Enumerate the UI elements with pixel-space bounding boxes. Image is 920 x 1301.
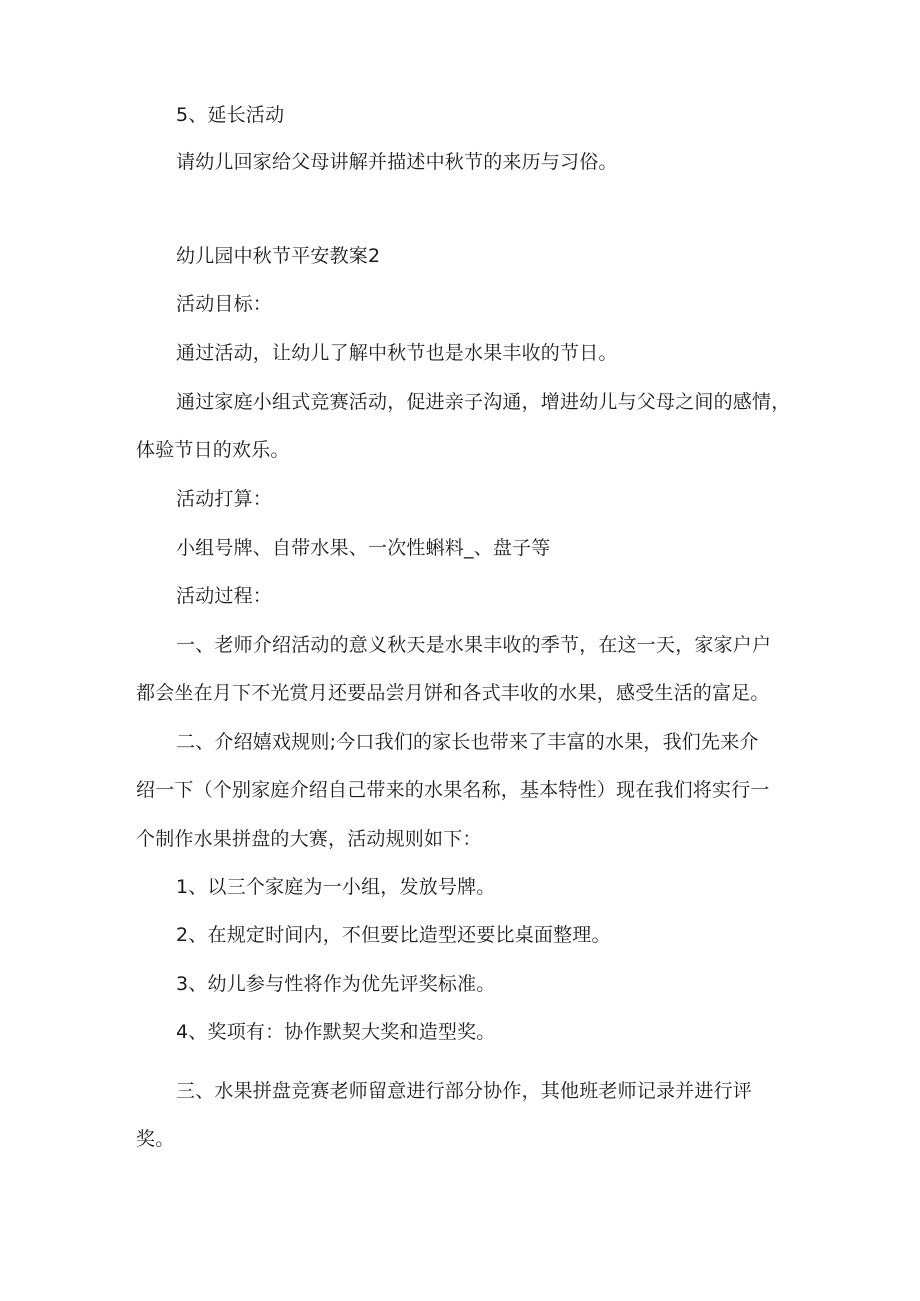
goal-1: 通过活动，让幼儿了解中秋节也是水果丰收的节日。 bbox=[176, 342, 618, 364]
goal-heading: 活动目标： bbox=[176, 293, 273, 315]
prep-heading: 活动打算： bbox=[176, 488, 273, 510]
goal-2-line2: 体验节日的欢乐。 bbox=[136, 439, 290, 461]
rule-2: 2、在规定时间内，不但要比造型还要比桌面整理。 bbox=[176, 924, 611, 946]
rule-3: 3、幼儿参与性将作为优先评奖标准。 bbox=[176, 973, 496, 995]
plan-title: 幼儿园中秋节平安教案2 bbox=[176, 245, 381, 267]
process-heading: 活动过程： bbox=[176, 585, 273, 607]
extension-text: 请幼儿回家给父母讲解并描述中秋节的来历与习俗。 bbox=[176, 151, 618, 173]
step2-line2: 绍一下（个别家庭介绍自己带来的水果名称，基本特性）现在我们将实行一 bbox=[136, 779, 770, 801]
step2-line3: 个制作水果拼盘的大赛，活动规则如下： bbox=[136, 828, 482, 850]
step1-line2: 都会坐在月下不光赏月还要品尝月饼和各式丰收的水果，感受生活的富足。 bbox=[136, 682, 770, 704]
step3-line2: 奖。 bbox=[136, 1128, 175, 1150]
step2-line1: 二、介绍嬉戏规则;今口我们的家长也带来了丰富的水果，我们先来介 bbox=[176, 731, 759, 753]
step3-line1: 三、水果拼盘竞赛老师留意进行部分协作，其他班老师记录并进行评 bbox=[176, 1080, 753, 1102]
rule-1: 1、以三个家庭为一小组，发放号牌。 bbox=[176, 876, 496, 898]
step1-line1: 一、老师介绍活动的意义秋天是水果丰收的季节，在这一天，家家户户 bbox=[176, 634, 772, 656]
prep-text: 小组号牌、自带水果、一次性蝌料_、盘子等 bbox=[176, 537, 551, 559]
rule-4: 4、奖项有：协作默契大奖和造型奖。 bbox=[176, 1021, 496, 1043]
extension-heading: 5、延长活动 bbox=[176, 104, 285, 126]
goal-2-line1: 通过家庭小组式竞赛活动，促进亲子沟通，增进幼儿与父母之间的感情， bbox=[176, 391, 791, 413]
